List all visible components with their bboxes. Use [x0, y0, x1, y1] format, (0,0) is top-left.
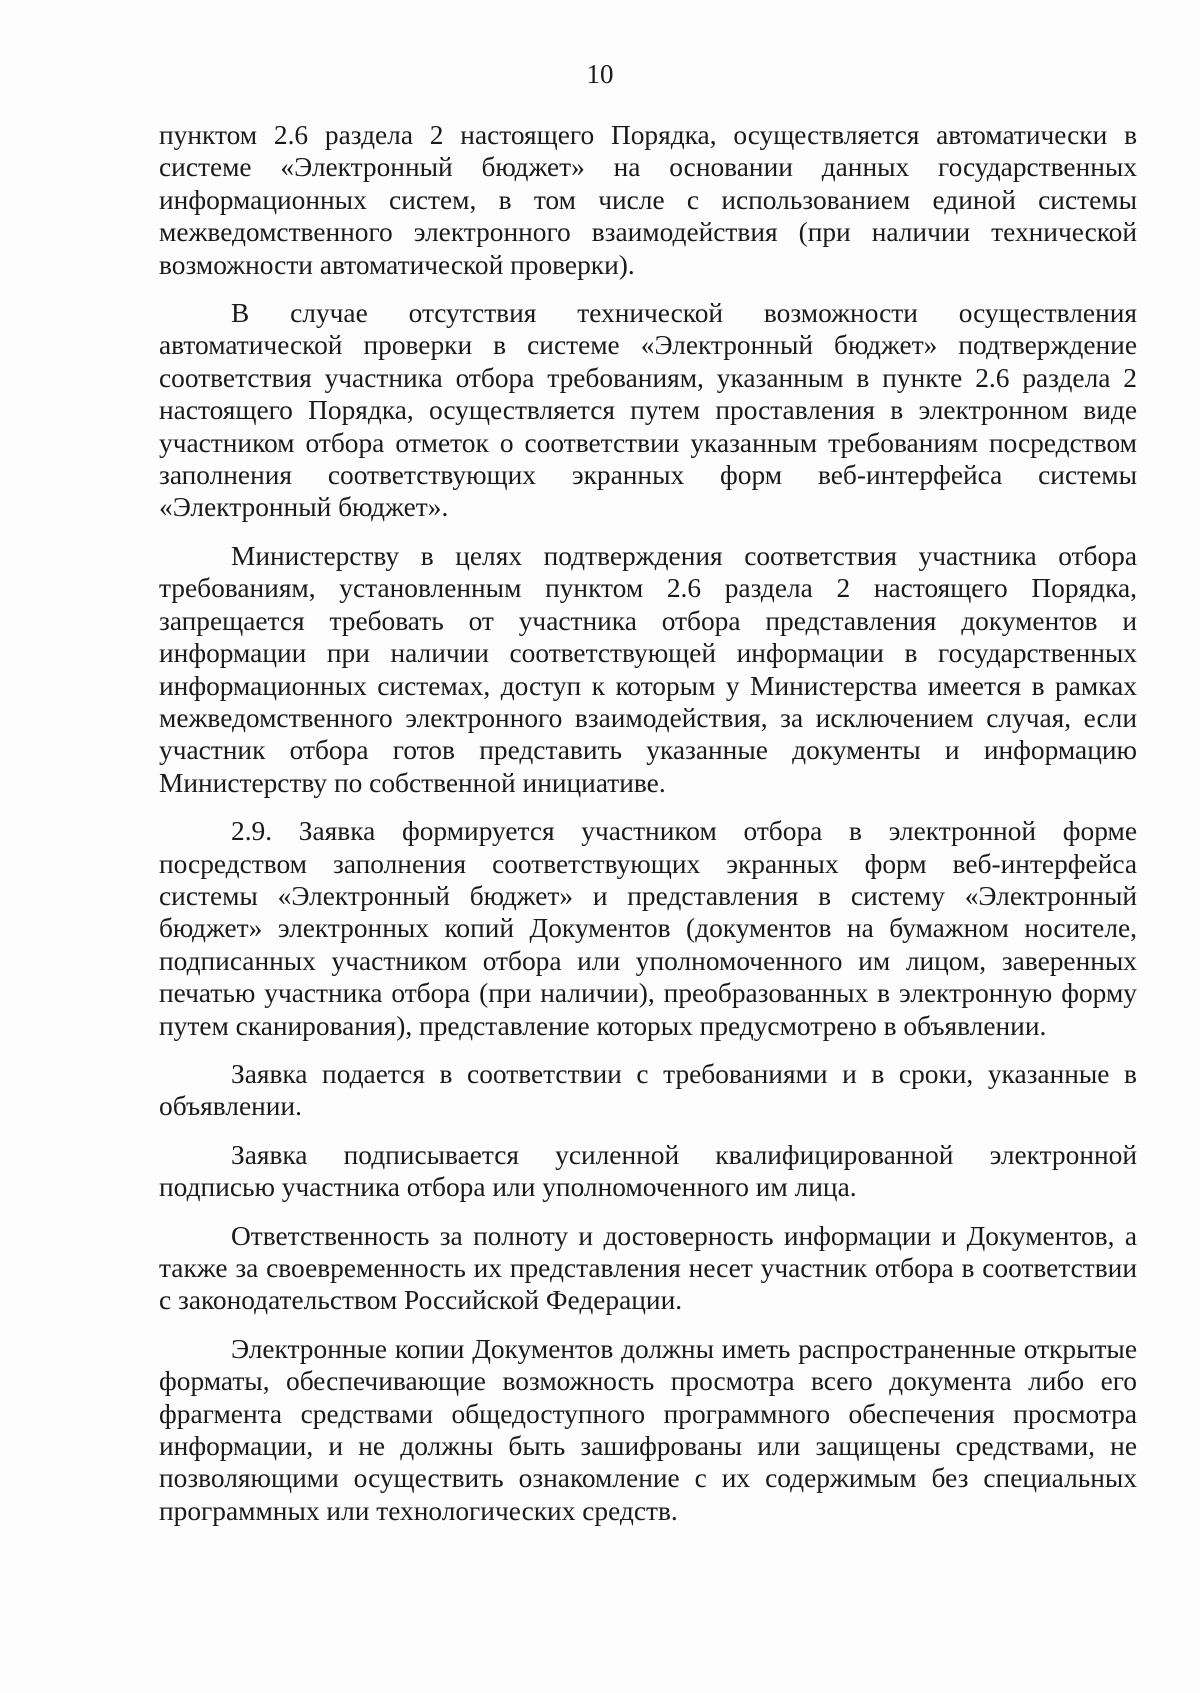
document-body [159, 119, 1137, 1543]
paragraph-ministry-restriction: Министерству в целях подтверждения соответствия участника отбора требованиям, установленным пунктом 2.6 раздела 2 настоящего Порядка, запрещается требовать от участника отбора представления документов и информации при наличии соответствующей информации в государственных информационных системах, доступ к которым у Министерства имеется в рамках межведомственного электронного взаимодействия, за исключением случая, если участник отбора готов представить указанные документы и информацию Министерству по собственной инициативе. [159, 540, 1137, 798]
paragraph-application-signature: Заявка подписывается усиленной квалифицированной электронной подписью участника отбора или уполномоченного им лица. [159, 1139, 1137, 1203]
paragraph-continuation: пунктом 2.6 раздела 2 настоящего Порядка, осуществляется автоматически в системе «Электронный бюджет» на основании данных государственных информационных систем, в том числе с использованием единой системы межведомственного электронного взаимодействия (при наличии технической возможности автоматической проверки). [159, 120, 1137, 280]
paragraph-responsibility: Ответственность за полноту и достоверность информации и Документов, а также за своевременность их представления несет участник отбора в соответствии с законодательством Российской Федерации. [159, 1220, 1137, 1316]
paragraph-electronic-copies: Электронные копии Документов должны иметь распространенные открытые форматы, обеспечивающие возможность просмотра всего документа либо его фрагмента средствами общедоступного программного обеспечения просмотра информации, и не должны быть зашифрованы или защищены средствами, не позволяющими осуществить ознакомление с их содержимым без специальных программных или технологических средств. [159, 1333, 1137, 1526]
paragraph-no-technical-possibility: В случае отсутствия технической возможности осуществления автоматической проверки в системе «Электронный бюджет» подтверждение соответствия участника отбора требованиям, указанным в пункте 2.6 раздела 2 настоящего Порядка, осуществляется путем проставления в электронном виде участником отбора отметок о соответствии указанным требованиям посредством заполнения соответствующих экранных форм веб-интерфейса системы «Электронный бюджет». [159, 298, 1137, 523]
paragraph-2-9-application-form: 2.9. Заявка формируется участником отбора в электронной форме посредством заполнения соответствующих экранных форм веб-интерфейса системы «Электронный бюджет» и представления в систему «Электронный бюджет» электронных копий Документов (документов на бумажном носителе, подписанных участником отбора или уполномоченного им лицом, заверенных печатью участника отбора (при наличии), преобразованных в электронную форму путем сканирования), представление которых предусмотрено в объявлении. [159, 816, 1137, 1041]
paragraph-application-submission: Заявка подается в соответствии с требованиями и в сроки, указанные в объявлении. [159, 1058, 1137, 1122]
page-number: 10 [586, 59, 614, 89]
